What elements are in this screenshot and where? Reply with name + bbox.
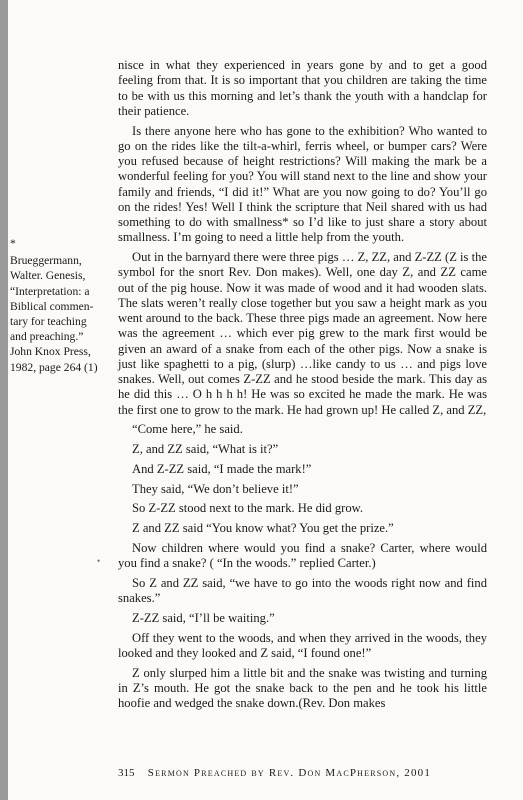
paragraph: Now children where would you find a snake? Carter, where would you find a snake? ( “In the woods.” replied Carter.)	[118, 540, 487, 570]
paragraph: Z only slurped him a little bit and the snake was twisting and turning in Z’s mouth. He got the snake back to the pen and he took his little hoofie and wedged the snake down.(Rev. Don makes	[118, 665, 487, 710]
footnote-line: tary for teaching	[10, 315, 87, 329]
paragraph: They said, “We don’t believe it!”	[132, 481, 299, 496]
footnote-line: and preaching.”	[10, 330, 84, 344]
paragraph: Z, and ZZ said, “What is it?”	[132, 442, 279, 456]
page-spine-edge	[0, 0, 8, 800]
footnote-line: John Knox Press,	[10, 345, 91, 359]
paragraph: Z-ZZ said, “I’ll be waiting.”	[132, 610, 275, 625]
footnote-line: Brueggermann,	[10, 254, 82, 268]
paragraph: “Come here,” he said.	[132, 422, 243, 437]
footnote-line: 1982, page 264 (1)	[10, 360, 98, 374]
margin-speck: •	[97, 556, 101, 566]
paragraph: So Z and ZZ said, “we have to go into the woods right now and find snakes.”	[118, 575, 487, 605]
paragraph: Off they went to the woods, and when they arrived in the woods, they looked and they looked and Z said, “I found one!”	[118, 630, 487, 660]
footnote-line: Walter. Genesis,	[10, 269, 86, 283]
footnote-line: “Interpretation: a	[10, 284, 90, 298]
paragraph: Z and ZZ said “You know what? You get the prize.”	[132, 521, 394, 535]
footnote-line: Biblical commen-	[10, 299, 94, 313]
paragraph: Is there anyone here who has gone to the exhibition? Who wanted to go on the rides like the tilt-a-whirl, ferris wheel, or bumper cars? Were you refused because of height restrictions? Will making the mark be a wonderful feeling for you? You will stand next to the line and show your family and friends, “I did it!” What are you now going to do? You’ll go on the rides! Yes! Well I think the scripture that Neil shared with us had something to do with smallness* so I’d like to just share a story about smallness. I’m going to need a little help from the youth.	[118, 123, 487, 245]
paragraph: And Z-ZZ said, “I made the mark!”	[132, 461, 312, 476]
footnote-sidebar	[10, 236, 118, 375]
paragraph: Out in the barnyard there were three pigs … Z, ZZ, and Z-ZZ (Z is the symbol for the snort Rev. Don makes). Well, one day Z, and ZZ came out of the pig house. Now it was made of wood and it had wooden slats. The slats weren’t really close together but you saw a height mark as you went around to the back. These three pigs made an agreement. Now here was the agreement … which ever pig grew to the mark first would be given an award of a snake from each of the other pigs. Now a snake is just like spaghetti to a pig, (slurp) …like candy to us … and pigs love snakes. Well, out comes Z-ZZ and he stood beside the mark. This day as he did this … O h h h h! He was so excited he made the mark. He was the first one to grow to the mark. He had grown up! He called Z, and ZZ,	[118, 250, 487, 417]
footnote-marker: *	[10, 237, 16, 250]
sermon-body-text	[118, 58, 487, 716]
paragraph: nisce in what they experienced in years gone by and to get a good feeling from that. It is so important that you children are taking the time to be with us this morning and let’s thank the youth with a handclap for their patience.	[118, 58, 487, 118]
running-footer-title: Sermon Preached by Rev. Don MacPherson, 2001	[147, 767, 432, 779]
page-footer	[118, 767, 498, 779]
page-number: 315	[118, 767, 135, 779]
paragraph: So Z-ZZ stood next to the mark. He did grow.	[132, 501, 364, 516]
